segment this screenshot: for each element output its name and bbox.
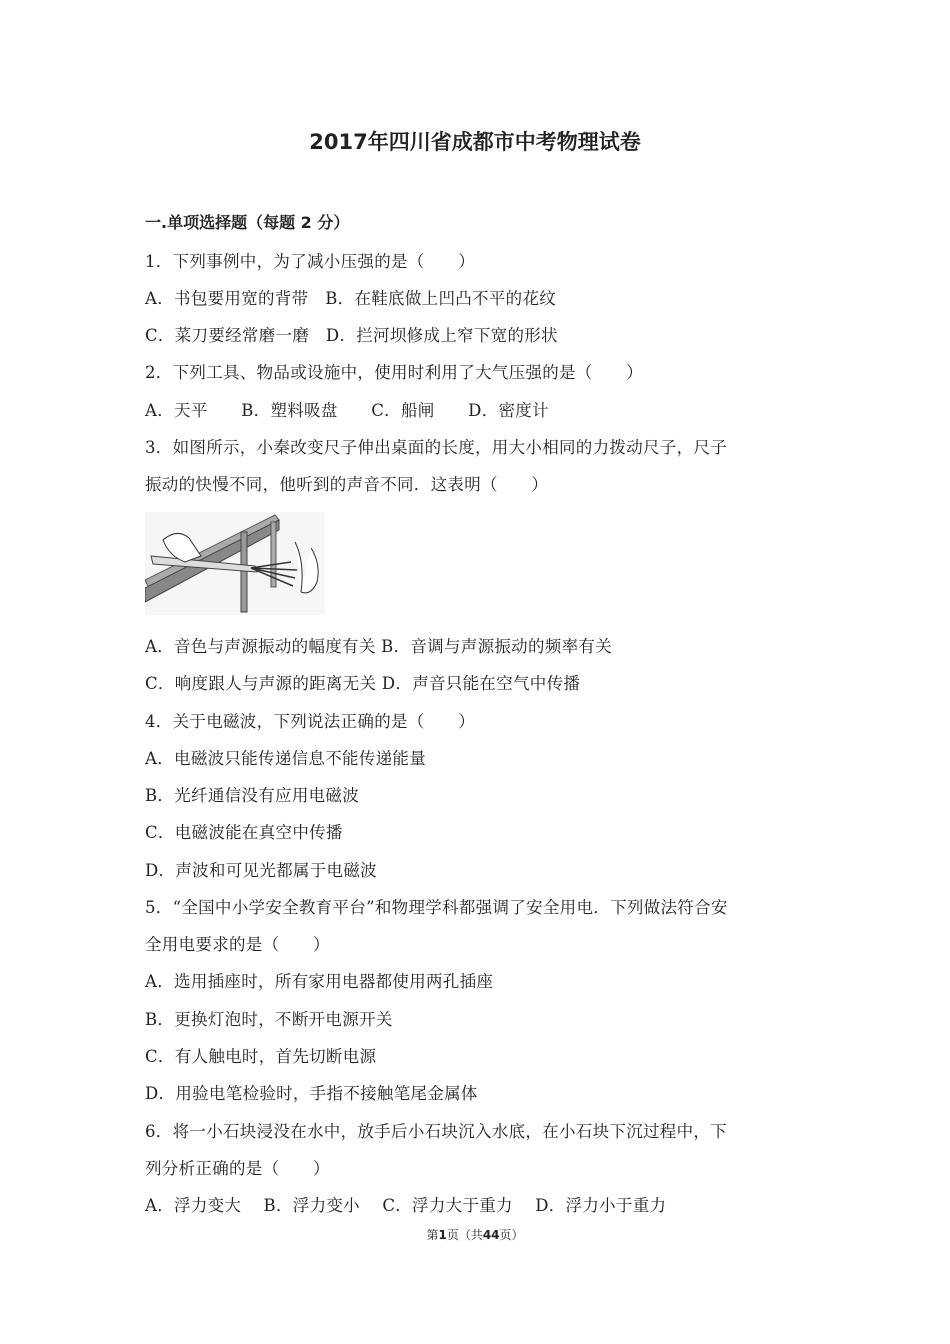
q5-option-a: A．选用插座时，所有家用电器都使用两孔插座 (145, 972, 494, 991)
q4-stem: 4．关于电磁波，下列说法正确的是（ ） (145, 712, 475, 731)
q3-stem-line2: 振动的快慢不同，他听到的声音不同．这表明（ ） (145, 475, 549, 494)
ruler-table-figure (145, 512, 325, 615)
q6-stem-line1: 6．将一小石块浸没在水中，放手后小石块沉入水底，在小石块下沉过程中，下 (145, 1122, 727, 1141)
q1-options-cd: C．菜刀要经常磨一磨 D．拦河坝修成上窄下宽的形状 (145, 326, 558, 345)
q5-option-b: B．更换灯泡时，不断开电源开关 (145, 1010, 393, 1029)
q3-options-ab: A．音色与声源振动的幅度有关 B．音调与声源振动的频率有关 (145, 637, 612, 656)
q2-stem: 2．下列工具、物品或设施中，使用时利用了大气压强的是（ ） (145, 363, 643, 382)
q6-stem-line2: 列分析正确的是（ ） (145, 1159, 330, 1178)
exam-title: 2017年四川省成都市中考物理试卷 (309, 130, 641, 154)
q1-stem: 1．下列事例中，为了减小压强的是（ ） (145, 252, 475, 271)
footer-middle: 页（共 (446, 1228, 483, 1242)
q3-options-cd: C．响度跟人与声源的距离无关 D．声音只能在空气中传播 (145, 674, 581, 693)
q4-option-d: D．声波和可见光都属于电磁波 (145, 861, 377, 880)
footer-total-pages: 44 (482, 1228, 500, 1242)
q4-option-c: C．电磁波能在真空中传播 (145, 823, 343, 842)
q6-options: A．浮力变大 B．浮力变小 C．浮力大于重力 D．浮力小于重力 (145, 1196, 667, 1215)
footer-prefix: 第 (426, 1228, 439, 1242)
q3-stem-line1: 3．如图所示，小秦改变尺子伸出桌面的长度，用大小相同的力拨动尺子，尺子 (145, 438, 727, 457)
q4-option-a: A．电磁波只能传递信息不能传递能量 (145, 749, 427, 768)
footer-page-number: 1 (438, 1228, 447, 1242)
q5-option-d: D．用验电笔检验时，手指不接触笔尾金属体 (145, 1084, 478, 1103)
page-footer (0, 1226, 950, 1243)
q1-options-ab: A．书包要用宽的背带 B．在鞋底做上凹凸不平的花纹 (145, 289, 557, 308)
q5-stem-line1: 5．“全国中小学安全教育平台”和物理学科都强调了安全用电．下列做法符合安 (145, 898, 728, 917)
section-heading: 一.单项选择题（每题 2 分） (145, 213, 350, 232)
footer-suffix: 页） (499, 1228, 524, 1242)
q5-stem-line2: 全用电要求的是（ ） (145, 935, 330, 954)
q4-option-b: B．光纤通信没有应用电磁波 (145, 786, 360, 805)
q2-options: A．天平 B．塑料吸盘 C．船闸 D．密度计 (145, 401, 549, 420)
q5-option-c: C．有人触电时，首先切断电源 (145, 1047, 377, 1066)
